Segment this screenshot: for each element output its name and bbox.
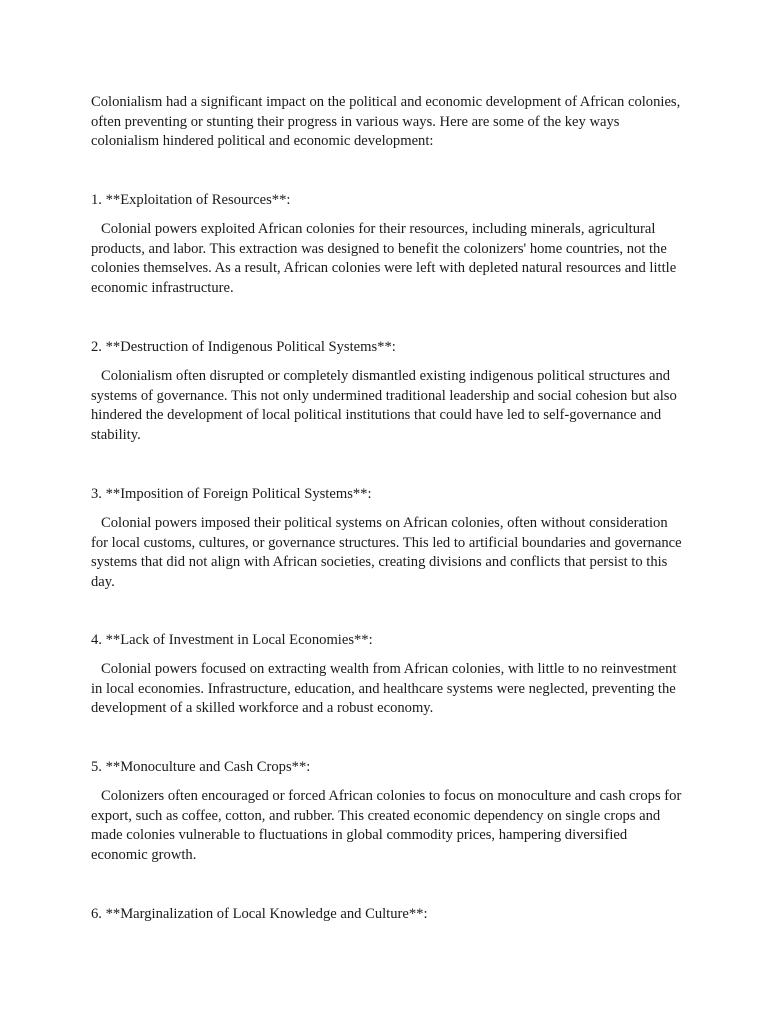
section-body: Colonial powers exploited African colonies for their resources, including minerals, agricultural products, and labor. This extraction was designed to benefit the colonizers' home countries, not the colonies themselves. As a result, African colonies were left with depleted natural resources and little economic infrastructure. xyxy=(91,221,677,296)
section-heading: 4. **Lack of Investment in Local Economies**: xyxy=(91,632,373,648)
section-body: Colonizers often encouraged or forced African colonies to focus on monoculture and cash crops for export, such as coffee, cotton, and rubber. This created economic dependency on single crops and made colonies vulnerable to fluctuations in global commodity prices, hampering diversified economic growth. xyxy=(91,788,682,863)
section-body: Colonialism often disrupted or completely dismantled existing indigenous political structures and systems of governance. This not only undermined traditional leadership and social cohesion but also hindered the development of local political institutions that could have led to self-governance and stability. xyxy=(91,368,677,443)
section-body: Colonial powers imposed their political systems on African colonies, often without consideration for local customs, cultures, or governance structures. This led to artificial boundaries and governance systems that did not align with African societies, creating divisions and conflicts that persist to this day. xyxy=(91,515,682,590)
section-heading: 3. **Imposition of Foreign Political Systems**: xyxy=(91,486,372,502)
section-heading: 1. **Exploitation of Resources**: xyxy=(91,192,291,208)
section-heading: 6. **Marginalization of Local Knowledge and Culture**: xyxy=(91,906,428,922)
section-body: Colonial powers focused on extracting wealth from African colonies, with little to no reinvestment in local economies. Infrastructure, education, and healthcare systems were neglected, preventing the development of a skilled workforce and a robust economy. xyxy=(91,661,677,717)
section-heading: 5. **Monoculture and Cash Crops**: xyxy=(91,759,311,775)
intro-paragraph: Colonialism had a significant impact on the political and economic development of African colonies, often preventing or stunting their progress in various ways. Here are some of the key ways colonialism hindered political and economic development: xyxy=(91,94,681,150)
section-heading: 2. **Destruction of Indigenous Political Systems**: xyxy=(91,339,396,355)
